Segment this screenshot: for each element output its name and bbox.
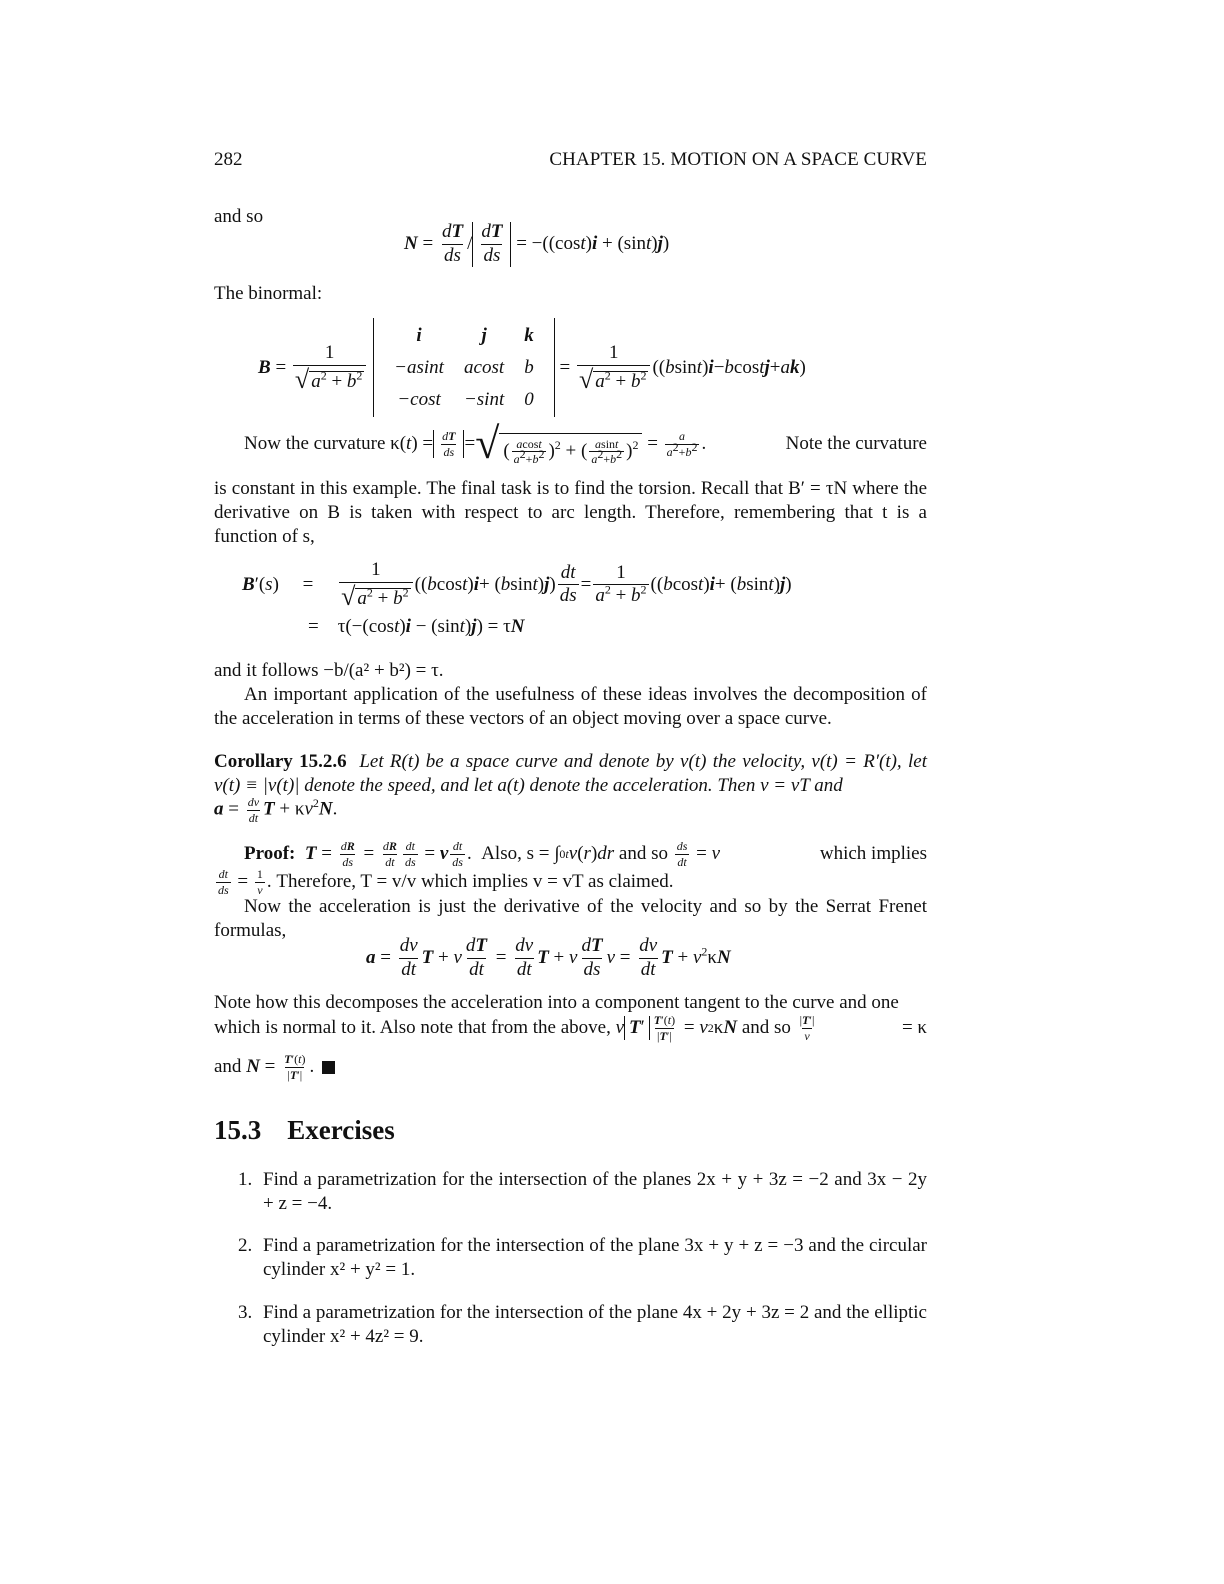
decomp-line2-start: which is normal to it. Also note that from the above, bbox=[214, 1017, 611, 1039]
curvature-line: Now the curvature κ( t ) = $\frac{dT}{ds}$ = √ ( $\frac{acost}{a^2+b^2}$ )$^2$ + ( $\frac{asint}{a^2+b^2}$ )$^2$ = $\frac{a}{a^2+b^2}$ . Note the curvature bbox=[244, 419, 927, 468]
exercise-item bbox=[238, 1234, 927, 1282]
exercise-item bbox=[238, 1168, 927, 1216]
decomp-line2-mid: and so bbox=[741, 1017, 791, 1039]
exercise-text: Find a parametrization for the intersection of the planes 2x + y + 3z = −2 and 3x − 2y + z = −4. bbox=[263, 1169, 927, 1215]
normal-equation: N = $\frac{dT}{ds}$ / $\frac{dT}{ds}$ = −((cost)i + (sint)j) bbox=[404, 221, 670, 266]
decomp-line1: Note how this decomposes the acceleration into a component tangent to the curve and one bbox=[214, 992, 899, 1013]
proof-line1: Proof: T = $\frac{dR}{ds}$ = $\frac{dR}{dt}$ $\frac{dt}{ds}$ = v $\frac{dt}{ds}$ . Also, s = ∫ 0 t v ( r ) dr and so $\frac{ds}{dt}$ = v which implies bbox=[244, 839, 927, 869]
qed-square-icon bbox=[322, 1061, 335, 1074]
section-number: 15.3 bbox=[214, 1115, 262, 1145]
proof-line1-end: and so bbox=[618, 843, 668, 865]
proof-line2: $\frac{dt}{ds}$ = $\frac{1}{v}$ . Therefore, T = v/v which implies v = vT as claimed. bbox=[218, 867, 674, 897]
curvature-sentence-start: Now the curvature bbox=[244, 432, 386, 454]
binormal-intro: The binormal: bbox=[214, 283, 323, 304]
section-title: Exercises bbox=[287, 1115, 395, 1145]
corollary bbox=[214, 750, 927, 798]
curvature-sentence-end: Note the curvature bbox=[785, 432, 927, 454]
application-text: An important application of the usefulness of these ideas involves the decomposition of the acceleration in terms of these vectors of an object moving over a space curve. bbox=[214, 684, 927, 730]
proof-line1-tail: which implies bbox=[819, 843, 927, 865]
proof-label: Proof: bbox=[244, 843, 296, 865]
binormal-equation: B = 1 √ $a^2 + b^2$ i j k −asint acost b −cost −sint 0 = 1 √ $a^2 + b^2$ (( b sin t ) i − b cos t j + a k ) bbox=[258, 318, 806, 417]
proof-line1-mid: Also, s = bbox=[481, 843, 550, 865]
corollary-label: Corollary 15.2.6 bbox=[214, 751, 347, 772]
page bbox=[214, 0, 927, 1584]
exercise-text: Find a parametrization for the intersection of the plane 3x + y + z = −3 and the circular cylinder x² + y² = 1. bbox=[263, 1235, 927, 1281]
serret-text: Now the acceleration is just the derivative of the velocity and so by the Serrat Frenet formulas, bbox=[214, 896, 927, 942]
decomp-line2: which is normal to it. Also note that from the above, v T′ $\frac{T'(t)}{|T'|}$ = v 2 κ N and so $\frac{|T'|}{v}$ = κ bbox=[214, 1013, 927, 1043]
exercise-number: 2. bbox=[238, 1235, 253, 1257]
corollary-equation: a = $\frac{dv}{dt}$ $T + \kappa v^2N$. bbox=[214, 795, 338, 825]
follows-text: and it follows −b/(a² + b²) = τ. bbox=[214, 660, 444, 681]
exercise-number: 3. bbox=[238, 1301, 253, 1323]
section-heading bbox=[214, 1113, 421, 1147]
torsion-derivation-line2: = τ(−(cost)i − (sint)j) = τN bbox=[308, 616, 525, 637]
exercise-item bbox=[238, 1301, 927, 1349]
decomp-line3: and N = $\frac{T'(t)}{|T'|}$ . bbox=[214, 1053, 335, 1081]
exercise-text: Find a parametrization for the intersection of the plane 4x + 2y + 3z = 2 and the elliptic cylinder x² + 4z² = 9. bbox=[263, 1301, 927, 1347]
running-header bbox=[214, 148, 927, 172]
acceleration-equation: a = $\frac{dv}{dt}$ T + v $\frac{dT}{dt}$ = $\frac{dv}{dt}$ T + v $\frac{dT}{ds}$ v = $\frac{dv}{dt}$ $T + v^2\kappa N$ bbox=[366, 935, 731, 980]
page-number: 282 bbox=[214, 149, 243, 170]
exercise-number: 1. bbox=[238, 1169, 253, 1190]
proof-line2-text: Therefore, T = v/v which implies v = vT as claimed. bbox=[276, 871, 674, 893]
determinant-matrix: i j k −asint acost b −cost −sint 0 bbox=[373, 318, 555, 417]
chapter-title: CHAPTER 15. MOTION ON A SPACE CURVE bbox=[549, 149, 927, 170]
decomp-line3-start: and bbox=[214, 1056, 242, 1078]
corollary-text: Let R(t) be a space curve and denote by v(t) the velocity, v(t) = R′(t), let v(t) ≡ |v(t)| denote the speed, and let a(t) denote the acceleration. Then v = vT and bbox=[214, 751, 928, 797]
torsion-derivation-line1: B ′( s ) = 1 √ $a^2 + b^2$ (( b cos t ) i + ( b sin t ) j ) $\frac{dt}{ds}$ = $\frac{1}{a^2 + b^2}$ (( b cos t ) i + ( b sin t ) j ) bbox=[242, 559, 792, 611]
exercise-list bbox=[238, 1168, 927, 1367]
and-so-text: and so bbox=[214, 206, 264, 227]
curvature-continued: is constant in this example. The final task is to find the torsion. Recall that B′ = τN where the derivative on B is taken with respect to arc length. Therefore, remembering that t is a function of s, bbox=[214, 478, 927, 548]
